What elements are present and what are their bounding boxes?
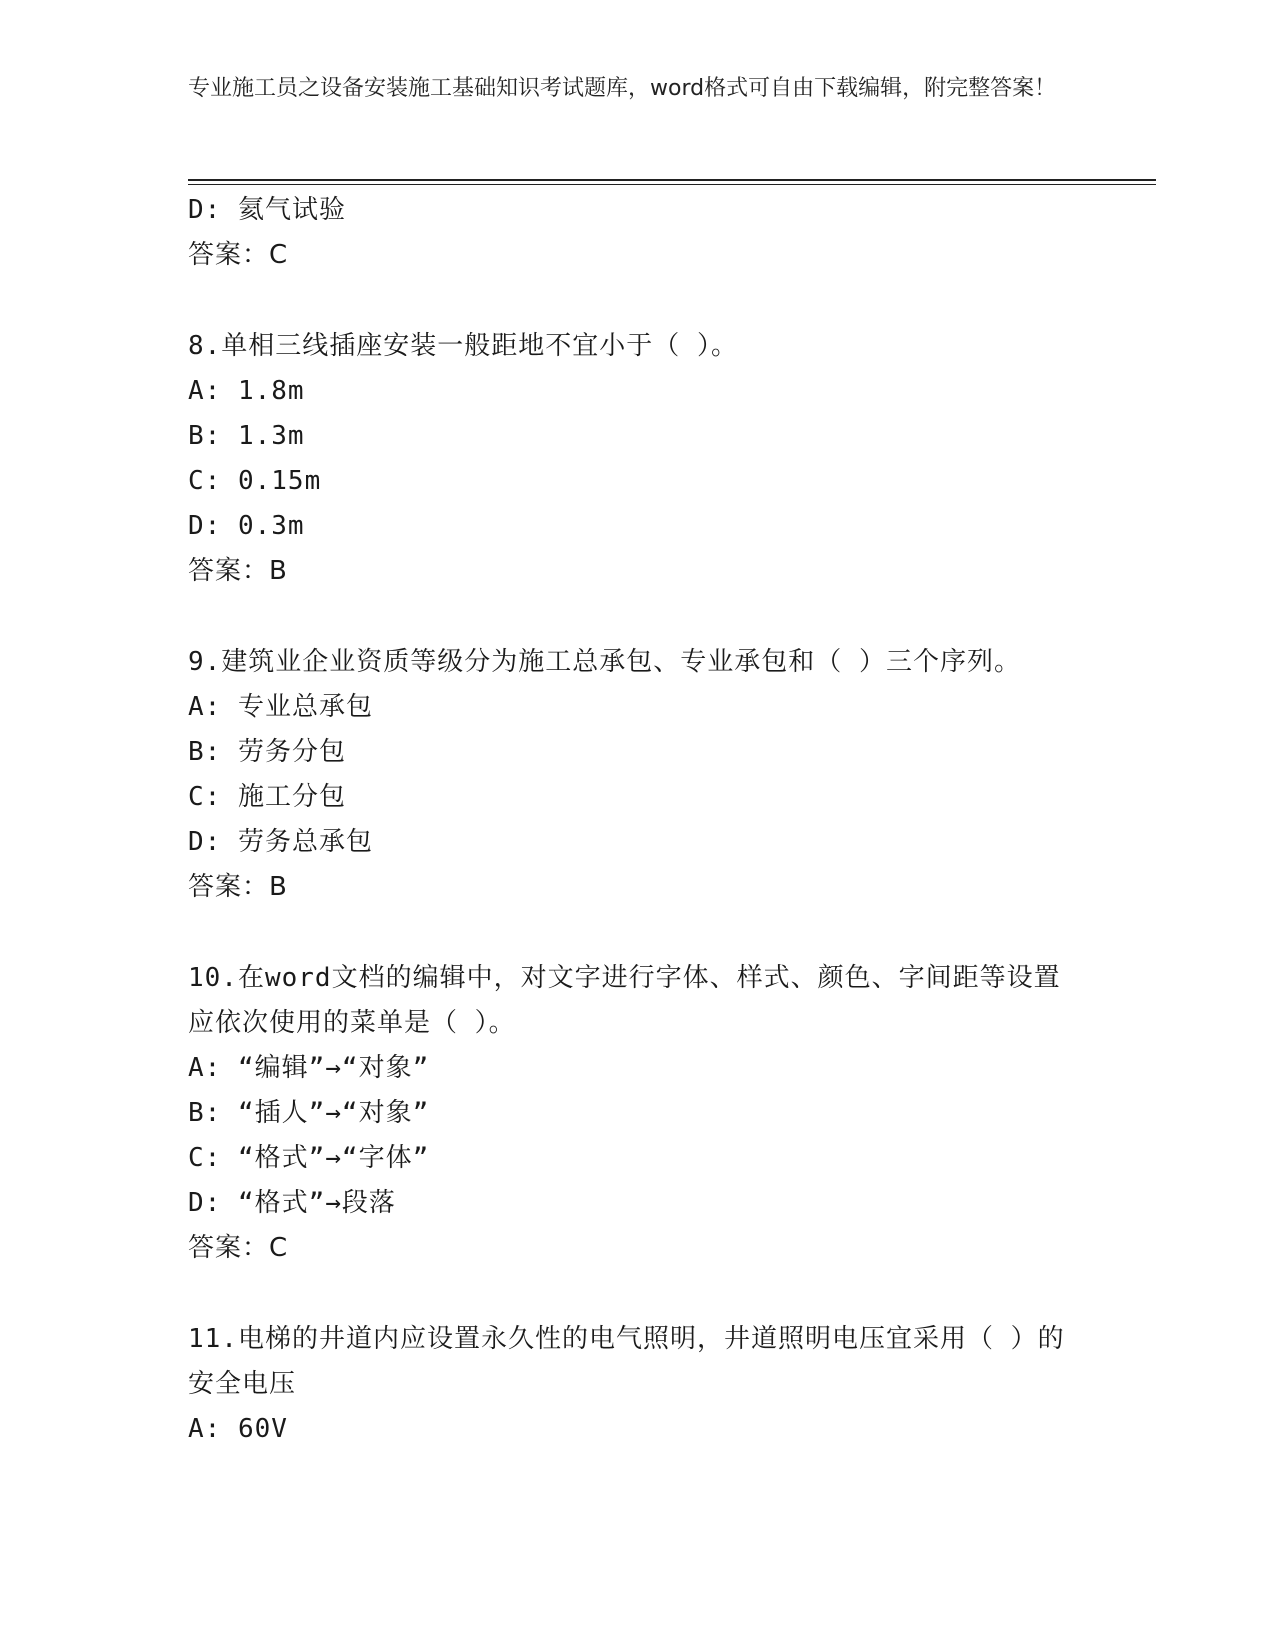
option-a: A: 1.8m bbox=[188, 376, 305, 406]
option-a: A: 60V bbox=[188, 1414, 288, 1444]
option-c: C: 施工分包 bbox=[188, 782, 346, 812]
answer: 答案：B bbox=[188, 872, 288, 902]
answer: 答案：C bbox=[188, 1233, 289, 1263]
option-d: D: 0.3m bbox=[188, 511, 305, 541]
spacer bbox=[188, 594, 1088, 640]
option-a: A: 专业总承包 bbox=[188, 692, 373, 722]
question-text: 11.电梯的井道内应设置永久性的电气照明，井道照明电压宜采用（ ）的安全电压 bbox=[188, 1324, 1065, 1399]
option-b: B: “插人”→“对象” bbox=[188, 1098, 430, 1128]
answer: 答案：C bbox=[188, 240, 289, 270]
option-d: D: 氦气试验 bbox=[188, 195, 346, 225]
question-8 bbox=[188, 324, 1088, 594]
option-d: D: 劳务总承包 bbox=[188, 827, 373, 857]
option-c: C: “格式”→“字体” bbox=[188, 1143, 430, 1173]
option-d: D: “格式”→段落 bbox=[188, 1188, 396, 1218]
question-10 bbox=[188, 956, 1088, 1271]
answer: 答案：B bbox=[188, 556, 288, 586]
spacer bbox=[188, 278, 1088, 324]
exam-content bbox=[188, 188, 1088, 1452]
option-b: B: 劳务分包 bbox=[188, 737, 346, 767]
question-11 bbox=[188, 1317, 1088, 1452]
header-rule-thin bbox=[188, 184, 1156, 185]
question-text: 8.单相三线插座安装一般距地不宜小于（ ）。 bbox=[188, 331, 738, 361]
option-b: B: 1.3m bbox=[188, 421, 305, 451]
option-a: A: “编辑”→“对象” bbox=[188, 1053, 430, 1083]
question-9 bbox=[188, 640, 1088, 910]
spacer bbox=[188, 1271, 1088, 1317]
previous-question-tail bbox=[188, 188, 1088, 278]
spacer bbox=[188, 910, 1088, 956]
question-text: 9.建筑业企业资质等级分为施工总承包、专业承包和（ ）三个序列。 bbox=[188, 647, 1021, 677]
header-rule-thick bbox=[188, 179, 1156, 181]
question-text: 10.在word文档的编辑中，对文字进行字体、样式、颜色、字间距等设置应依次使用的菜单是（ ）。 bbox=[188, 963, 1061, 1038]
option-c: C: 0.15m bbox=[188, 466, 322, 496]
document-header: 专业施工员之设备安装施工基础知识考试题库，word格式可自由下载编辑，附完整答案！ bbox=[188, 76, 1057, 101]
